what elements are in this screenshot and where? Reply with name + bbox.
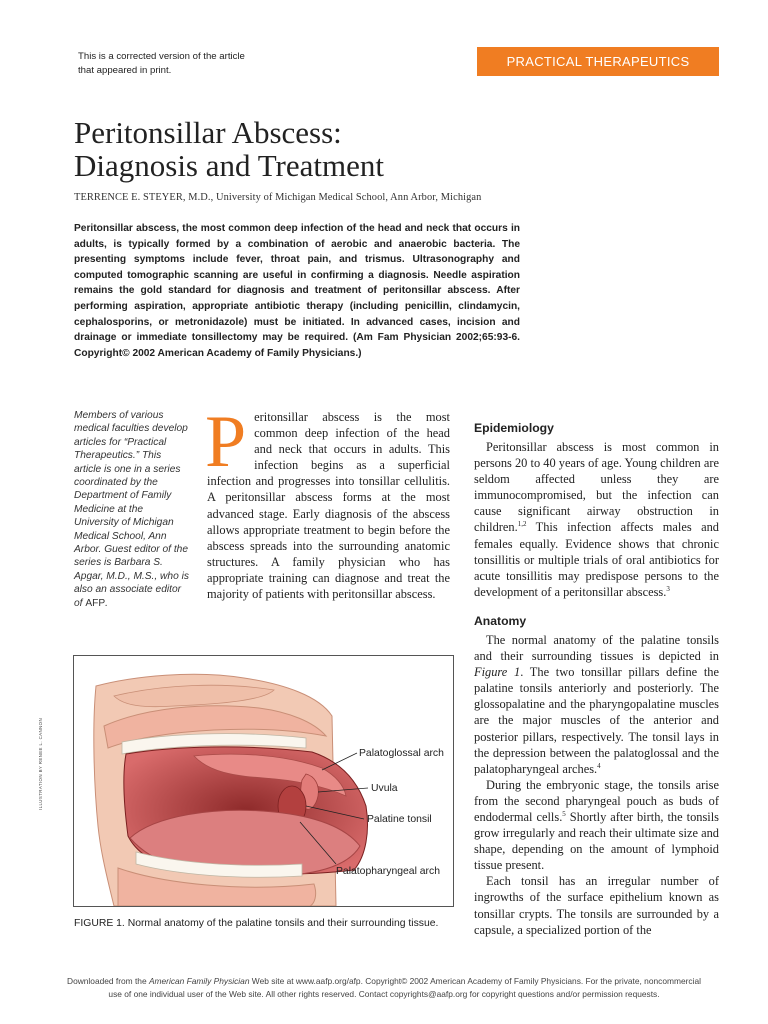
series-note-end: . xyxy=(105,597,108,609)
anatomy-paragraph-2 xyxy=(474,777,719,874)
anat-text-3: During the embryonic stage, the tonsils arise from the second pharyngeal pouch as buds of endodermal cells. xyxy=(474,777,719,824)
figure-caption: FIGURE 1. Normal anatomy of the palatine tonsils and their surrounding tissue. xyxy=(74,918,439,929)
right-column xyxy=(474,421,719,938)
figure-reference: Figure 1 xyxy=(474,665,521,680)
anat-text-1: The normal anatomy of the palatine tonsils and their surrounding tissues is depicted in xyxy=(474,632,719,664)
footer-text-2: Web site at www.aafp.org/afp. Copyright© 2002 American Academy of Family Physicians. For the private, noncommercial use of one individual user of the Web site. All other rights reserved. Contact copyrights@aafp.org for copyright questions and/or permission requests. xyxy=(108,976,701,999)
anatomy-heading: Anatomy xyxy=(474,613,527,628)
abstract: Peritonsillar abscess, the most common deep infection of the head and neck that occurs in adults, is typically formed by a combination of aerobic and anaerobic bacteria. The presenting symptoms include fever, throat pain, and trismus. Ultrasonography and computed tomographic scanning are useful in confirming a diagnosis. Needle aspiration remains the gold standard for diagnosis and treatment of peritonsillar abscess. After performing aspiration, appropriate antibiotic therapy (including penicillin, clindamycin, cephalosporins, or metronidazole) must be initiated. In advanced cases, incision and drainage or immediate tonsillectomy may be required. (Am Fam Physician 2002;65:93-6. Copyright© 2002 American Academy of Family Physicians.) xyxy=(74,223,520,359)
series-note-journal: AFP xyxy=(85,597,106,609)
section-badge-label: PRACTICAL THERAPEUTICS xyxy=(506,54,690,69)
label-palatoglossal-arch: Palatoglossal arch xyxy=(359,748,444,759)
anat-ref-1: 4 xyxy=(597,761,601,770)
anat-ref-2: 5 xyxy=(562,809,566,818)
author-affiliation: University of Michigan Medical School, Ann Arbor, Michigan xyxy=(216,192,482,203)
drop-cap: P xyxy=(205,401,247,483)
anat-text-2: . The two tonsillar pillars define the palatine tonsils anteriorly and posteriorly. The glossopalatine and the pharyngopalatine muscles are the major muscles of the anterior and posterior pillars, respectively. The tonsil lays in the depression between the palatoglossal and the palatopharyngeal arches. xyxy=(474,665,720,776)
article-title xyxy=(74,116,594,182)
intro-text: eritonsillar abscess is the most common deep infection of the head and neck that occurs in adults. This infection begins as a superficial infection and progresses into tonsillar cellulitis. A peritonsillar abscess forms at the most advanced stage. Early diagnosis of the abscess allows appropriate treatment to begin before the abscess spreads into the surrounding anatomic structures. A family physician who has appropriate training can diagnose and treat the majority of patients with peritonsillar abscess. xyxy=(207,410,450,602)
label-palatopharyngeal-arch: Palatopharyngeal arch xyxy=(336,866,440,877)
anatomy-paragraph-1 xyxy=(474,632,719,777)
footer-journal: American Family Physician xyxy=(148,976,250,986)
correction-note: This is a corrected version of the article that appeared in print. xyxy=(78,51,245,76)
epi-ref-2: 3 xyxy=(666,584,670,593)
title-line-2: Diagnosis and Treatment xyxy=(74,148,384,183)
label-uvula: Uvula xyxy=(371,783,398,794)
footer-text-1: Downloaded from the xyxy=(67,976,149,986)
label-palatine-tonsil: Palatine tonsil xyxy=(367,814,432,825)
intro-paragraph xyxy=(205,401,450,602)
epi-ref-1: 1,2 xyxy=(517,520,527,529)
byline xyxy=(74,192,694,203)
series-note-text: Members of various medical faculties develop articles for “Practical Therapeutics.” This article is one in a series coordinated by the Department of Family Medicine at the University of Michigan Medical School, Ann Arbor. Guest editor of the series is Barbara S. Apgar, M.D., M.S., who is also an associate editor of xyxy=(74,410,189,609)
author-name: TERRENCE E. STEYER, M.D., xyxy=(74,192,214,203)
section-badge xyxy=(477,47,719,76)
illustration-credit: ILLUSTRATION BY RENEE L. CANNON xyxy=(38,717,43,810)
figure-1 xyxy=(73,655,454,907)
epi-text-2: This infection affects males and females equally. Evidence shows that chronic tonsillitis or multiple trials of oral antibiotics for acute tonsillitis may predispose persons to the development of a peritonsillar abscess. xyxy=(474,520,719,599)
copyright-footer xyxy=(60,975,708,1000)
epidemiology-paragraph xyxy=(474,439,719,600)
title-line-1: Peritonsillar Abscess: xyxy=(74,115,342,150)
anatomy-paragraph-3: Each tonsil has an irregular number of ingrowths of the surface epithelium known as tonsillar crypts. The tonsils are surrounded by a capsule, a specialized portion of the xyxy=(474,874,719,937)
anatomy-illustration xyxy=(74,656,453,906)
epidemiology-heading: Epidemiology xyxy=(474,421,554,435)
series-note xyxy=(74,409,190,610)
anat-text-4: Shortly after birth, the tonsils grow irregularly and reach their ultimate size and shape, depending on the amount of lymphoid tissue present. xyxy=(474,809,719,873)
epi-text-1: Peritonsillar abscess is most common in persons 20 to 40 years of age. Young children are seldom affected unless they are immunocompromised, but the infection can cause significant airway obstruction in children. xyxy=(474,440,719,535)
